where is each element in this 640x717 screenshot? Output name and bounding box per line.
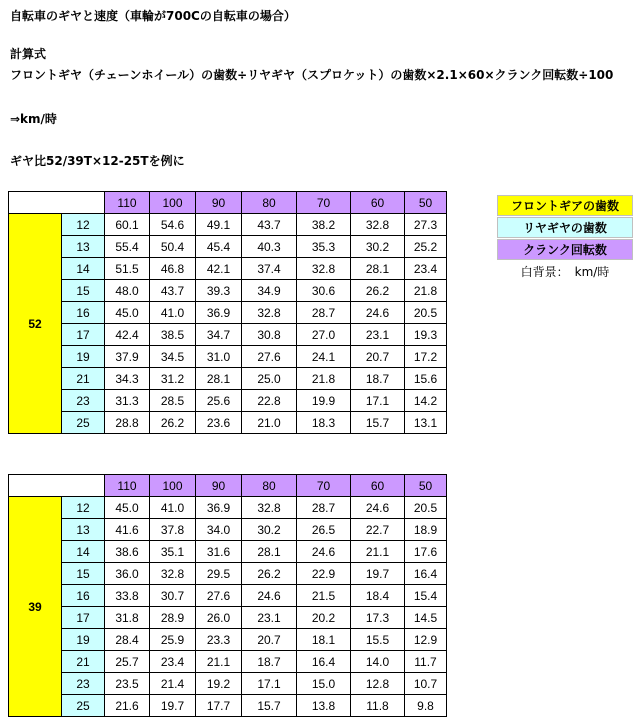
speed-cell: 25.6 (196, 390, 242, 412)
speed-cell: 34.0 (196, 519, 242, 541)
speed-cell: 27.6 (242, 346, 297, 368)
speed-cell: 21.8 (405, 280, 447, 302)
speed-cell: 17.6 (405, 541, 447, 563)
speed-cell: 15.7 (242, 695, 297, 717)
speed-cell: 12.8 (351, 673, 405, 695)
speed-cell: 23.4 (150, 651, 196, 673)
example-text: ギヤ比52/39T×12-25Tを例に (10, 154, 185, 168)
table-row (9, 302, 447, 324)
speed-cell: 17.3 (351, 607, 405, 629)
speed-cell: 21.5 (297, 585, 351, 607)
rpm-header-cell: 50 (405, 192, 447, 214)
speed-cell: 38.5 (150, 324, 196, 346)
speed-cell: 32.8 (297, 258, 351, 280)
speed-cell: 54.6 (150, 214, 196, 236)
speed-cell: 37.9 (105, 346, 150, 368)
speed-cell: 41.6 (105, 519, 150, 541)
rpm-header-cell: 60 (351, 475, 405, 497)
speed-cell: 32.8 (351, 214, 405, 236)
rear-teeth-cell: 16 (62, 302, 105, 324)
speed-cell: 20.7 (351, 346, 405, 368)
table-row (9, 651, 447, 673)
speed-cell: 34.9 (242, 280, 297, 302)
table-row (9, 629, 447, 651)
corner-cell (9, 192, 105, 214)
legend-crank: クランク回転数 (497, 239, 633, 260)
speed-cell: 19.3 (405, 324, 447, 346)
rear-teeth-cell: 25 (62, 695, 105, 717)
rpm-header-cell: 90 (196, 192, 242, 214)
speed-cell: 15.6 (405, 368, 447, 390)
speed-cell: 23.1 (242, 607, 297, 629)
speed-cell: 40.3 (242, 236, 297, 258)
result-unit: ⇒km/時 (10, 112, 57, 126)
rear-teeth-cell: 17 (62, 607, 105, 629)
rpm-header-row (9, 192, 447, 214)
formula-heading: 計算式 (10, 47, 47, 61)
speed-cell: 16.4 (297, 651, 351, 673)
speed-cell: 38.6 (105, 541, 150, 563)
speed-cell: 31.6 (196, 541, 242, 563)
speed-cell: 13.1 (405, 412, 447, 434)
speed-cell: 21.0 (242, 412, 297, 434)
speed-cell: 26.0 (196, 607, 242, 629)
speed-cell: 14.2 (405, 390, 447, 412)
speed-cell: 31.0 (196, 346, 242, 368)
rear-teeth-cell: 21 (62, 368, 105, 390)
speed-cell: 15.4 (405, 585, 447, 607)
speed-cell: 41.0 (150, 302, 196, 324)
speed-cell: 26.5 (297, 519, 351, 541)
speed-cell: 21.6 (105, 695, 150, 717)
rpm-header-cell: 100 (150, 475, 196, 497)
rear-teeth-cell: 15 (62, 280, 105, 302)
rear-teeth-cell: 12 (62, 497, 105, 519)
speed-cell: 23.4 (405, 258, 447, 280)
speed-cell: 19.7 (351, 563, 405, 585)
speed-cell: 20.5 (405, 497, 447, 519)
speed-cell: 15.7 (351, 412, 405, 434)
rear-teeth-cell: 17 (62, 324, 105, 346)
speed-cell: 12.9 (405, 629, 447, 651)
table-row (9, 368, 447, 390)
table-row (9, 563, 447, 585)
rear-teeth-cell: 13 (62, 519, 105, 541)
speed-cell: 28.9 (150, 607, 196, 629)
speed-cell: 24.1 (297, 346, 351, 368)
speed-cell: 30.2 (351, 236, 405, 258)
speed-cell: 22.7 (351, 519, 405, 541)
rpm-header-cell: 110 (105, 475, 150, 497)
speed-cell: 28.7 (297, 302, 351, 324)
rpm-header-cell: 80 (242, 192, 297, 214)
formula-text: フロントギヤ（チェーンホイール）の歯数÷リヤギヤ（スプロケット）の歯数×2.1×60×クランク回転数÷100 (10, 68, 614, 82)
table-row (9, 541, 447, 563)
speed-cell: 32.8 (150, 563, 196, 585)
rpm-header-row (9, 475, 447, 497)
speed-cell: 41.0 (150, 497, 196, 519)
speed-cell: 26.2 (242, 563, 297, 585)
speed-cell: 31.3 (105, 390, 150, 412)
corner-cell (9, 475, 105, 497)
speed-cell: 25.7 (105, 651, 150, 673)
speed-cell: 19.9 (297, 390, 351, 412)
speed-cell: 17.1 (351, 390, 405, 412)
speed-cell: 28.8 (105, 412, 150, 434)
speed-cell: 28.1 (351, 258, 405, 280)
legend-white: 白背景： km/時 (520, 265, 610, 279)
rpm-header-cell: 90 (196, 475, 242, 497)
table-row (9, 346, 447, 368)
speed-cell: 38.2 (297, 214, 351, 236)
speed-cell: 28.4 (105, 629, 150, 651)
rear-teeth-cell: 23 (62, 390, 105, 412)
speed-cell: 36.0 (105, 563, 150, 585)
rpm-header-cell: 50 (405, 475, 447, 497)
speed-cell: 18.7 (242, 651, 297, 673)
gear-table-body (9, 475, 447, 717)
speed-cell: 43.7 (150, 280, 196, 302)
rpm-header-cell: 70 (297, 475, 351, 497)
rpm-header-cell: 70 (297, 192, 351, 214)
speed-cell: 34.5 (150, 346, 196, 368)
speed-cell: 14.5 (405, 607, 447, 629)
table-row (9, 673, 447, 695)
speed-cell: 28.1 (242, 541, 297, 563)
rear-teeth-cell: 14 (62, 541, 105, 563)
rpm-header-cell: 60 (351, 192, 405, 214)
speed-cell: 50.4 (150, 236, 196, 258)
speed-cell: 34.7 (196, 324, 242, 346)
speed-cell: 42.4 (105, 324, 150, 346)
speed-cell: 21.1 (351, 541, 405, 563)
speed-cell: 45.0 (105, 497, 150, 519)
front-teeth-cell: 39 (9, 497, 62, 717)
speed-cell: 15.0 (297, 673, 351, 695)
speed-cell: 27.3 (405, 214, 447, 236)
speed-cell: 29.5 (196, 563, 242, 585)
speed-cell: 24.6 (351, 497, 405, 519)
table-row (9, 585, 447, 607)
speed-cell: 46.8 (150, 258, 196, 280)
rear-teeth-cell: 14 (62, 258, 105, 280)
speed-cell: 19.7 (150, 695, 196, 717)
rear-teeth-cell: 19 (62, 629, 105, 651)
table-row (9, 695, 447, 717)
speed-cell: 49.1 (196, 214, 242, 236)
speed-cell: 24.6 (242, 585, 297, 607)
rear-teeth-cell: 19 (62, 346, 105, 368)
speed-cell: 16.4 (405, 563, 447, 585)
speed-cell: 42.1 (196, 258, 242, 280)
speed-cell: 30.7 (150, 585, 196, 607)
table-row (9, 236, 447, 258)
speed-cell: 55.4 (105, 236, 150, 258)
table-row (9, 607, 447, 629)
speed-cell: 34.3 (105, 368, 150, 390)
legend-front: フロントギアの歯数 (497, 195, 633, 216)
rear-teeth-cell: 15 (62, 563, 105, 585)
speed-cell: 23.5 (105, 673, 150, 695)
speed-cell: 19.2 (196, 673, 242, 695)
speed-cell: 32.8 (242, 497, 297, 519)
speed-cell: 33.8 (105, 585, 150, 607)
speed-cell: 43.7 (242, 214, 297, 236)
rear-teeth-cell: 12 (62, 214, 105, 236)
speed-cell: 17.2 (405, 346, 447, 368)
rpm-header-cell: 110 (105, 192, 150, 214)
speed-cell: 18.1 (297, 629, 351, 651)
speed-cell: 23.6 (196, 412, 242, 434)
speed-cell: 26.2 (351, 280, 405, 302)
speed-cell: 25.0 (242, 368, 297, 390)
speed-cell: 24.6 (351, 302, 405, 324)
speed-cell: 45.0 (105, 302, 150, 324)
speed-cell: 37.8 (150, 519, 196, 541)
speed-cell: 21.4 (150, 673, 196, 695)
table-row (9, 214, 447, 236)
legend-rear: リヤギヤの歯数 (497, 217, 633, 238)
speed-cell: 36.9 (196, 302, 242, 324)
speed-cell: 18.9 (405, 519, 447, 541)
speed-cell: 30.8 (242, 324, 297, 346)
rpm-header-cell: 80 (242, 475, 297, 497)
speed-cell: 18.4 (351, 585, 405, 607)
speed-cell: 15.5 (351, 629, 405, 651)
rear-teeth-cell: 13 (62, 236, 105, 258)
speed-cell: 20.2 (297, 607, 351, 629)
speed-cell: 20.5 (405, 302, 447, 324)
speed-cell: 11.7 (405, 651, 447, 673)
table-row (9, 390, 447, 412)
rear-teeth-cell: 23 (62, 673, 105, 695)
speed-cell: 13.8 (297, 695, 351, 717)
table-row (9, 258, 447, 280)
speed-cell: 31.2 (150, 368, 196, 390)
speed-cell: 37.4 (242, 258, 297, 280)
speed-cell: 39.3 (196, 280, 242, 302)
speed-cell: 10.7 (405, 673, 447, 695)
speed-cell: 24.6 (297, 541, 351, 563)
table-row (9, 497, 447, 519)
speed-cell: 26.2 (150, 412, 196, 434)
speed-cell: 23.3 (196, 629, 242, 651)
speed-cell: 21.8 (297, 368, 351, 390)
speed-cell: 20.7 (242, 629, 297, 651)
speed-cell: 30.6 (297, 280, 351, 302)
speed-cell: 48.0 (105, 280, 150, 302)
speed-cell: 28.5 (150, 390, 196, 412)
rpm-header-cell: 100 (150, 192, 196, 214)
speed-cell: 35.1 (150, 541, 196, 563)
speed-cell: 22.8 (242, 390, 297, 412)
speed-cell: 30.2 (242, 519, 297, 541)
rear-teeth-cell: 25 (62, 412, 105, 434)
front-teeth-cell: 52 (9, 214, 62, 434)
speed-cell: 17.1 (242, 673, 297, 695)
speed-cell: 27.0 (297, 324, 351, 346)
rear-teeth-cell: 16 (62, 585, 105, 607)
speed-cell: 14.0 (351, 651, 405, 673)
speed-cell: 60.1 (105, 214, 150, 236)
speed-cell: 36.9 (196, 497, 242, 519)
speed-cell: 11.8 (351, 695, 405, 717)
speed-cell: 28.7 (297, 497, 351, 519)
speed-cell: 35.3 (297, 236, 351, 258)
speed-cell: 9.8 (405, 695, 447, 717)
speed-cell: 25.2 (405, 236, 447, 258)
speed-cell: 31.8 (105, 607, 150, 629)
page-title: 自転車のギヤと速度（車輪が700Cの自転車の場合） (10, 9, 296, 23)
gear-table-body (9, 192, 447, 434)
speed-cell: 21.1 (196, 651, 242, 673)
speed-cell: 28.1 (196, 368, 242, 390)
speed-cell: 18.7 (351, 368, 405, 390)
table-row (9, 519, 447, 541)
gear-table-39 (8, 474, 447, 717)
speed-cell: 23.1 (351, 324, 405, 346)
rear-teeth-cell: 21 (62, 651, 105, 673)
speed-cell: 25.9 (150, 629, 196, 651)
table-row (9, 412, 447, 434)
speed-cell: 51.5 (105, 258, 150, 280)
speed-cell: 45.4 (196, 236, 242, 258)
speed-cell: 32.8 (242, 302, 297, 324)
gear-table-52 (8, 191, 447, 434)
speed-cell: 27.6 (196, 585, 242, 607)
table-row (9, 324, 447, 346)
speed-cell: 18.3 (297, 412, 351, 434)
speed-cell: 17.7 (196, 695, 242, 717)
table-row (9, 280, 447, 302)
speed-cell: 22.9 (297, 563, 351, 585)
